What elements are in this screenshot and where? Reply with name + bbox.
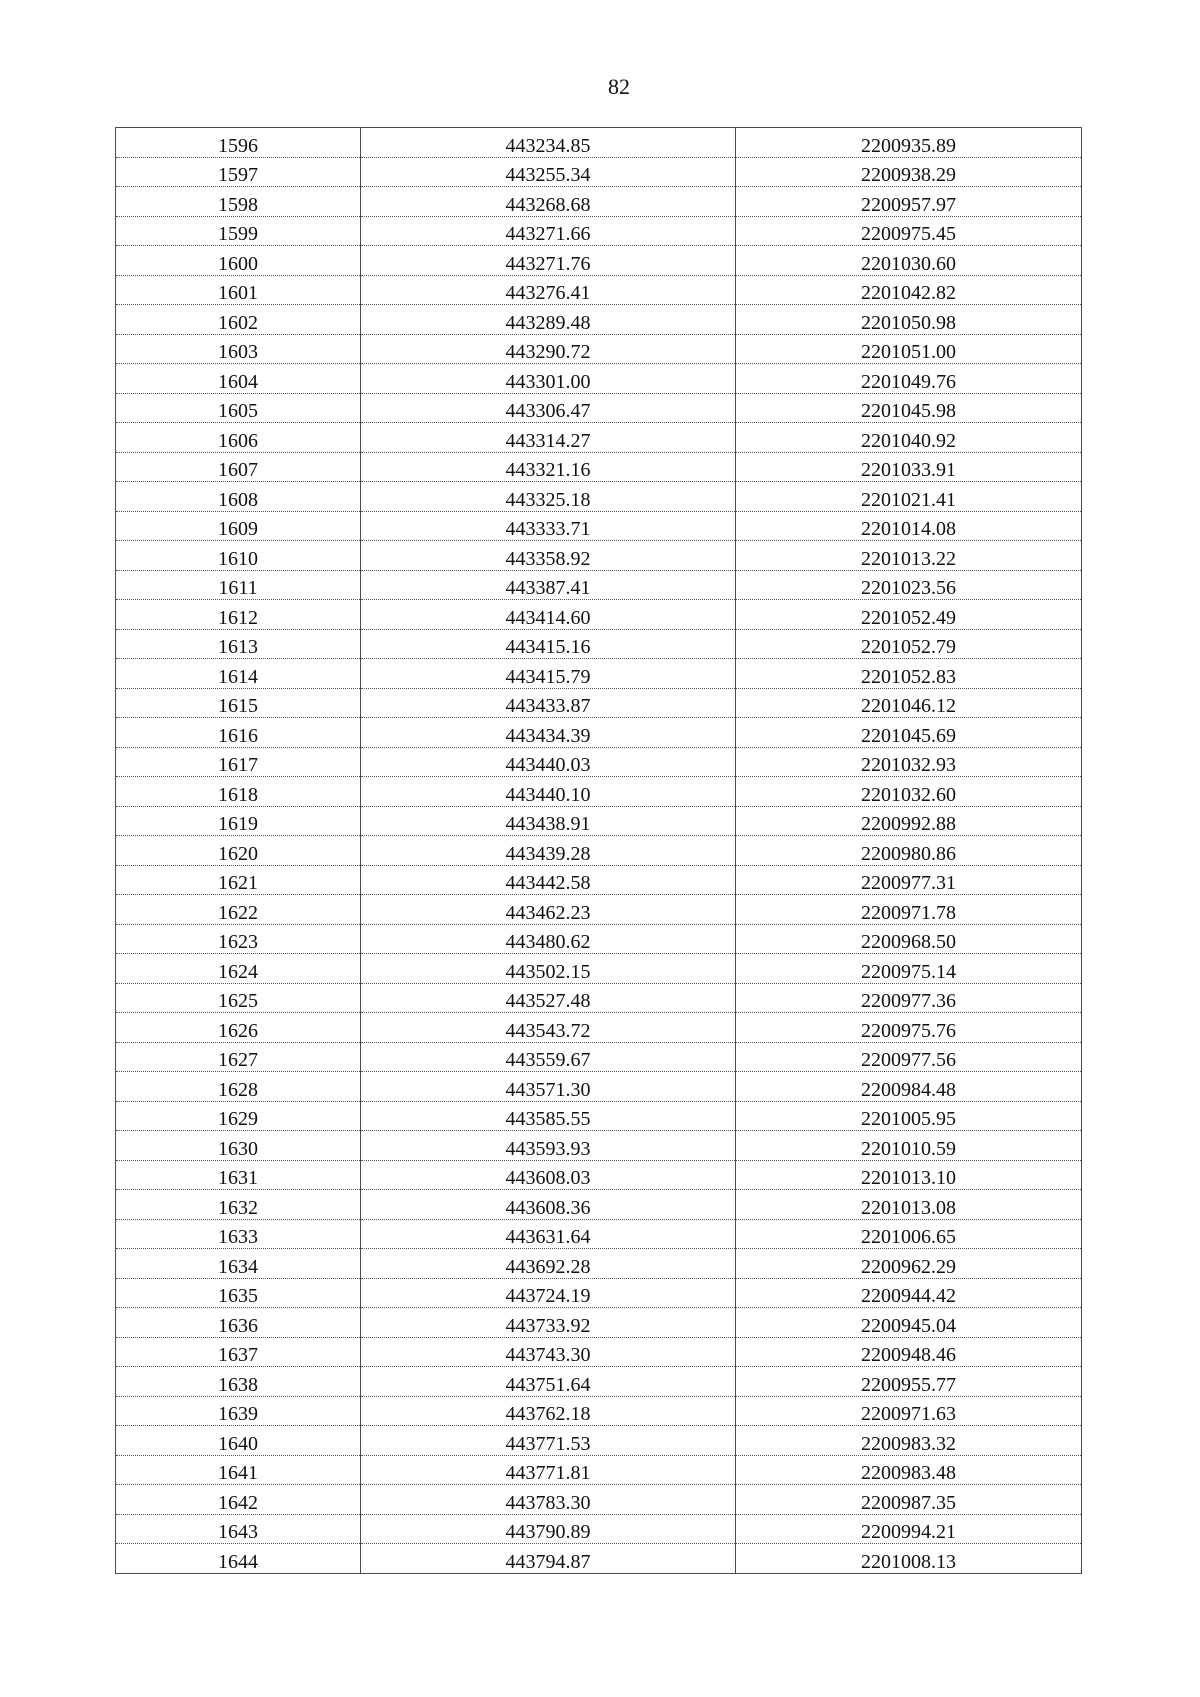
x-coordinate-cell: 443462.23 [361,895,736,925]
y-coordinate-cell: 2201046.12 [736,688,1082,718]
y-coordinate-cell: 2200977.56 [736,1042,1082,1072]
x-coordinate-cell: 443434.39 [361,718,736,748]
y-coordinate-cell: 2200992.88 [736,806,1082,836]
point-number-cell: 1624 [116,954,361,984]
y-coordinate-cell: 2201021.41 [736,482,1082,512]
x-coordinate-cell: 443442.58 [361,865,736,895]
y-coordinate-cell: 2201023.56 [736,570,1082,600]
x-coordinate-cell: 443415.79 [361,659,736,689]
x-coordinate-cell: 443234.85 [361,128,736,158]
table-row [116,482,1082,512]
point-number-cell: 1613 [116,629,361,659]
table-row [116,452,1082,482]
point-number-cell: 1620 [116,836,361,866]
y-coordinate-cell: 2201050.98 [736,305,1082,335]
point-number-cell: 1634 [116,1249,361,1279]
y-coordinate-cell: 2200957.97 [736,187,1082,217]
y-coordinate-cell: 2200975.14 [736,954,1082,984]
y-coordinate-cell: 2200962.29 [736,1249,1082,1279]
x-coordinate-cell: 443321.16 [361,452,736,482]
x-coordinate-cell: 443290.72 [361,334,736,364]
table-row [116,1131,1082,1161]
point-number-cell: 1596 [116,128,361,158]
y-coordinate-cell: 2200971.63 [736,1396,1082,1426]
x-coordinate-cell: 443325.18 [361,482,736,512]
table-row [116,511,1082,541]
y-coordinate-cell: 2200994.21 [736,1514,1082,1544]
point-number-cell: 1630 [116,1131,361,1161]
point-number-cell: 1641 [116,1455,361,1485]
table-row [116,1337,1082,1367]
x-coordinate-cell: 443794.87 [361,1544,736,1574]
x-coordinate-cell: 443358.92 [361,541,736,571]
point-number-cell: 1644 [116,1544,361,1574]
page-number: 82 [608,74,630,99]
point-number-cell: 1639 [116,1396,361,1426]
table-row [116,747,1082,777]
point-number-cell: 1636 [116,1308,361,1338]
point-number-cell: 1637 [116,1337,361,1367]
x-coordinate-cell: 443724.19 [361,1278,736,1308]
point-number-cell: 1610 [116,541,361,571]
x-coordinate-cell: 443480.62 [361,924,736,954]
y-coordinate-cell: 2200935.89 [736,128,1082,158]
point-number-cell: 1608 [116,482,361,512]
y-coordinate-cell: 2201032.60 [736,777,1082,807]
y-coordinate-cell: 2200945.04 [736,1308,1082,1338]
table-row [116,305,1082,335]
x-coordinate-cell: 443733.92 [361,1308,736,1338]
x-coordinate-cell: 443527.48 [361,983,736,1013]
x-coordinate-cell: 443414.60 [361,600,736,630]
point-number-cell: 1619 [116,806,361,836]
table-row [116,1367,1082,1397]
x-coordinate-cell: 443433.87 [361,688,736,718]
point-number-cell: 1623 [116,924,361,954]
x-coordinate-cell: 443415.16 [361,629,736,659]
x-coordinate-cell: 443631.64 [361,1219,736,1249]
table-row [116,1249,1082,1279]
point-number-cell: 1600 [116,246,361,276]
y-coordinate-cell: 2201049.76 [736,364,1082,394]
point-number-cell: 1628 [116,1072,361,1102]
y-coordinate-cell: 2200971.78 [736,895,1082,925]
x-coordinate-cell: 443559.67 [361,1042,736,1072]
x-coordinate-cell: 443440.03 [361,747,736,777]
table-row [116,659,1082,689]
point-number-cell: 1601 [116,275,361,305]
point-number-cell: 1626 [116,1013,361,1043]
table-row [116,334,1082,364]
point-number-cell: 1638 [116,1367,361,1397]
point-number-cell: 1631 [116,1160,361,1190]
point-number-cell: 1599 [116,216,361,246]
x-coordinate-cell: 443790.89 [361,1514,736,1544]
table-row [116,836,1082,866]
table-row [116,364,1082,394]
table-row [116,216,1082,246]
x-coordinate-cell: 443593.93 [361,1131,736,1161]
table-row [116,128,1082,158]
table-row [116,1190,1082,1220]
table-row [116,187,1082,217]
y-coordinate-cell: 2201051.00 [736,334,1082,364]
y-coordinate-cell: 2201014.08 [736,511,1082,541]
y-coordinate-cell: 2200983.32 [736,1426,1082,1456]
x-coordinate-cell: 443438.91 [361,806,736,836]
table-row [116,1013,1082,1043]
point-number-cell: 1635 [116,1278,361,1308]
y-coordinate-cell: 2200977.36 [736,983,1082,1013]
table-row [116,806,1082,836]
x-coordinate-cell: 443387.41 [361,570,736,600]
table-row [116,1485,1082,1515]
y-coordinate-cell: 2200948.46 [736,1337,1082,1367]
y-coordinate-cell: 2200987.35 [736,1485,1082,1515]
x-coordinate-cell: 443268.68 [361,187,736,217]
coordinates-table [115,127,1082,1574]
x-coordinate-cell: 443301.00 [361,364,736,394]
table-row [116,924,1082,954]
y-coordinate-cell: 2201005.95 [736,1101,1082,1131]
point-number-cell: 1611 [116,570,361,600]
x-coordinate-cell: 443306.47 [361,393,736,423]
table-row [116,1426,1082,1456]
point-number-cell: 1627 [116,1042,361,1072]
table-row [116,393,1082,423]
x-coordinate-cell: 443439.28 [361,836,736,866]
point-number-cell: 1605 [116,393,361,423]
x-coordinate-cell: 443502.15 [361,954,736,984]
table-row [116,1544,1082,1574]
point-number-cell: 1629 [116,1101,361,1131]
x-coordinate-cell: 443543.72 [361,1013,736,1043]
x-coordinate-cell: 443571.30 [361,1072,736,1102]
table-row [116,983,1082,1013]
point-number-cell: 1607 [116,452,361,482]
x-coordinate-cell: 443255.34 [361,157,736,187]
table-row [116,1160,1082,1190]
y-coordinate-cell: 2200955.77 [736,1367,1082,1397]
x-coordinate-cell: 443271.66 [361,216,736,246]
table-row [116,1219,1082,1249]
point-number-cell: 1621 [116,865,361,895]
y-coordinate-cell: 2201013.22 [736,541,1082,571]
table-row [116,1396,1082,1426]
point-number-cell: 1609 [116,511,361,541]
table-row [116,423,1082,453]
x-coordinate-cell: 443314.27 [361,423,736,453]
table-row [116,246,1082,276]
y-coordinate-cell: 2201040.92 [736,423,1082,453]
table-row [116,865,1082,895]
y-coordinate-cell: 2200977.31 [736,865,1082,895]
table-row [116,1455,1082,1485]
point-number-cell: 1603 [116,334,361,364]
table-row [116,777,1082,807]
point-number-cell: 1614 [116,659,361,689]
point-number-cell: 1642 [116,1485,361,1515]
point-number-cell: 1602 [116,305,361,335]
y-coordinate-cell: 2201008.13 [736,1544,1082,1574]
x-coordinate-cell: 443783.30 [361,1485,736,1515]
x-coordinate-cell: 443608.36 [361,1190,736,1220]
point-number-cell: 1632 [116,1190,361,1220]
x-coordinate-cell: 443440.10 [361,777,736,807]
point-number-cell: 1606 [116,423,361,453]
y-coordinate-cell: 2200968.50 [736,924,1082,954]
y-coordinate-cell: 2200938.29 [736,157,1082,187]
x-coordinate-cell: 443771.81 [361,1455,736,1485]
y-coordinate-cell: 2201013.10 [736,1160,1082,1190]
x-coordinate-cell: 443762.18 [361,1396,736,1426]
y-coordinate-cell: 2200975.76 [736,1013,1082,1043]
y-coordinate-cell: 2201052.83 [736,659,1082,689]
y-coordinate-cell: 2201010.59 [736,1131,1082,1161]
point-number-cell: 1617 [116,747,361,777]
x-coordinate-cell: 443585.55 [361,1101,736,1131]
point-number-cell: 1597 [116,157,361,187]
table-row [116,1101,1082,1131]
y-coordinate-cell: 2201006.65 [736,1219,1082,1249]
y-coordinate-cell: 2201045.69 [736,718,1082,748]
point-number-cell: 1618 [116,777,361,807]
point-number-cell: 1625 [116,983,361,1013]
table-row [116,275,1082,305]
table-row [116,1514,1082,1544]
point-number-cell: 1616 [116,718,361,748]
y-coordinate-cell: 2201030.60 [736,246,1082,276]
y-coordinate-cell: 2201045.98 [736,393,1082,423]
x-coordinate-cell: 443333.71 [361,511,736,541]
y-coordinate-cell: 2201013.08 [736,1190,1082,1220]
y-coordinate-cell: 2200984.48 [736,1072,1082,1102]
y-coordinate-cell: 2200975.45 [736,216,1082,246]
x-coordinate-cell: 443751.64 [361,1367,736,1397]
table-row [116,718,1082,748]
y-coordinate-cell: 2201042.82 [736,275,1082,305]
y-coordinate-cell: 2200983.48 [736,1455,1082,1485]
x-coordinate-cell: 443771.53 [361,1426,736,1456]
point-number-cell: 1622 [116,895,361,925]
table-row [116,1042,1082,1072]
table-row [116,629,1082,659]
point-number-cell: 1615 [116,688,361,718]
table-row [116,954,1082,984]
x-coordinate-cell: 443289.48 [361,305,736,335]
table-row [116,1308,1082,1338]
point-number-cell: 1604 [116,364,361,394]
point-number-cell: 1643 [116,1514,361,1544]
x-coordinate-cell: 443276.41 [361,275,736,305]
x-coordinate-cell: 443271.76 [361,246,736,276]
point-number-cell: 1640 [116,1426,361,1456]
table-row [116,570,1082,600]
y-coordinate-cell: 2200944.42 [736,1278,1082,1308]
y-coordinate-cell: 2201032.93 [736,747,1082,777]
table-row [116,1072,1082,1102]
table-row [116,157,1082,187]
point-number-cell: 1612 [116,600,361,630]
table-row [116,688,1082,718]
x-coordinate-cell: 443743.30 [361,1337,736,1367]
table-row [116,895,1082,925]
point-number-cell: 1633 [116,1219,361,1249]
coordinates-table-body [116,128,1082,1574]
x-coordinate-cell: 443692.28 [361,1249,736,1279]
x-coordinate-cell: 443608.03 [361,1160,736,1190]
table-row [116,1278,1082,1308]
table-row [116,600,1082,630]
y-coordinate-cell: 2201033.91 [736,452,1082,482]
point-number-cell: 1598 [116,187,361,217]
y-coordinate-cell: 2201052.49 [736,600,1082,630]
table-row [116,541,1082,571]
y-coordinate-cell: 2201052.79 [736,629,1082,659]
y-coordinate-cell: 2200980.86 [736,836,1082,866]
